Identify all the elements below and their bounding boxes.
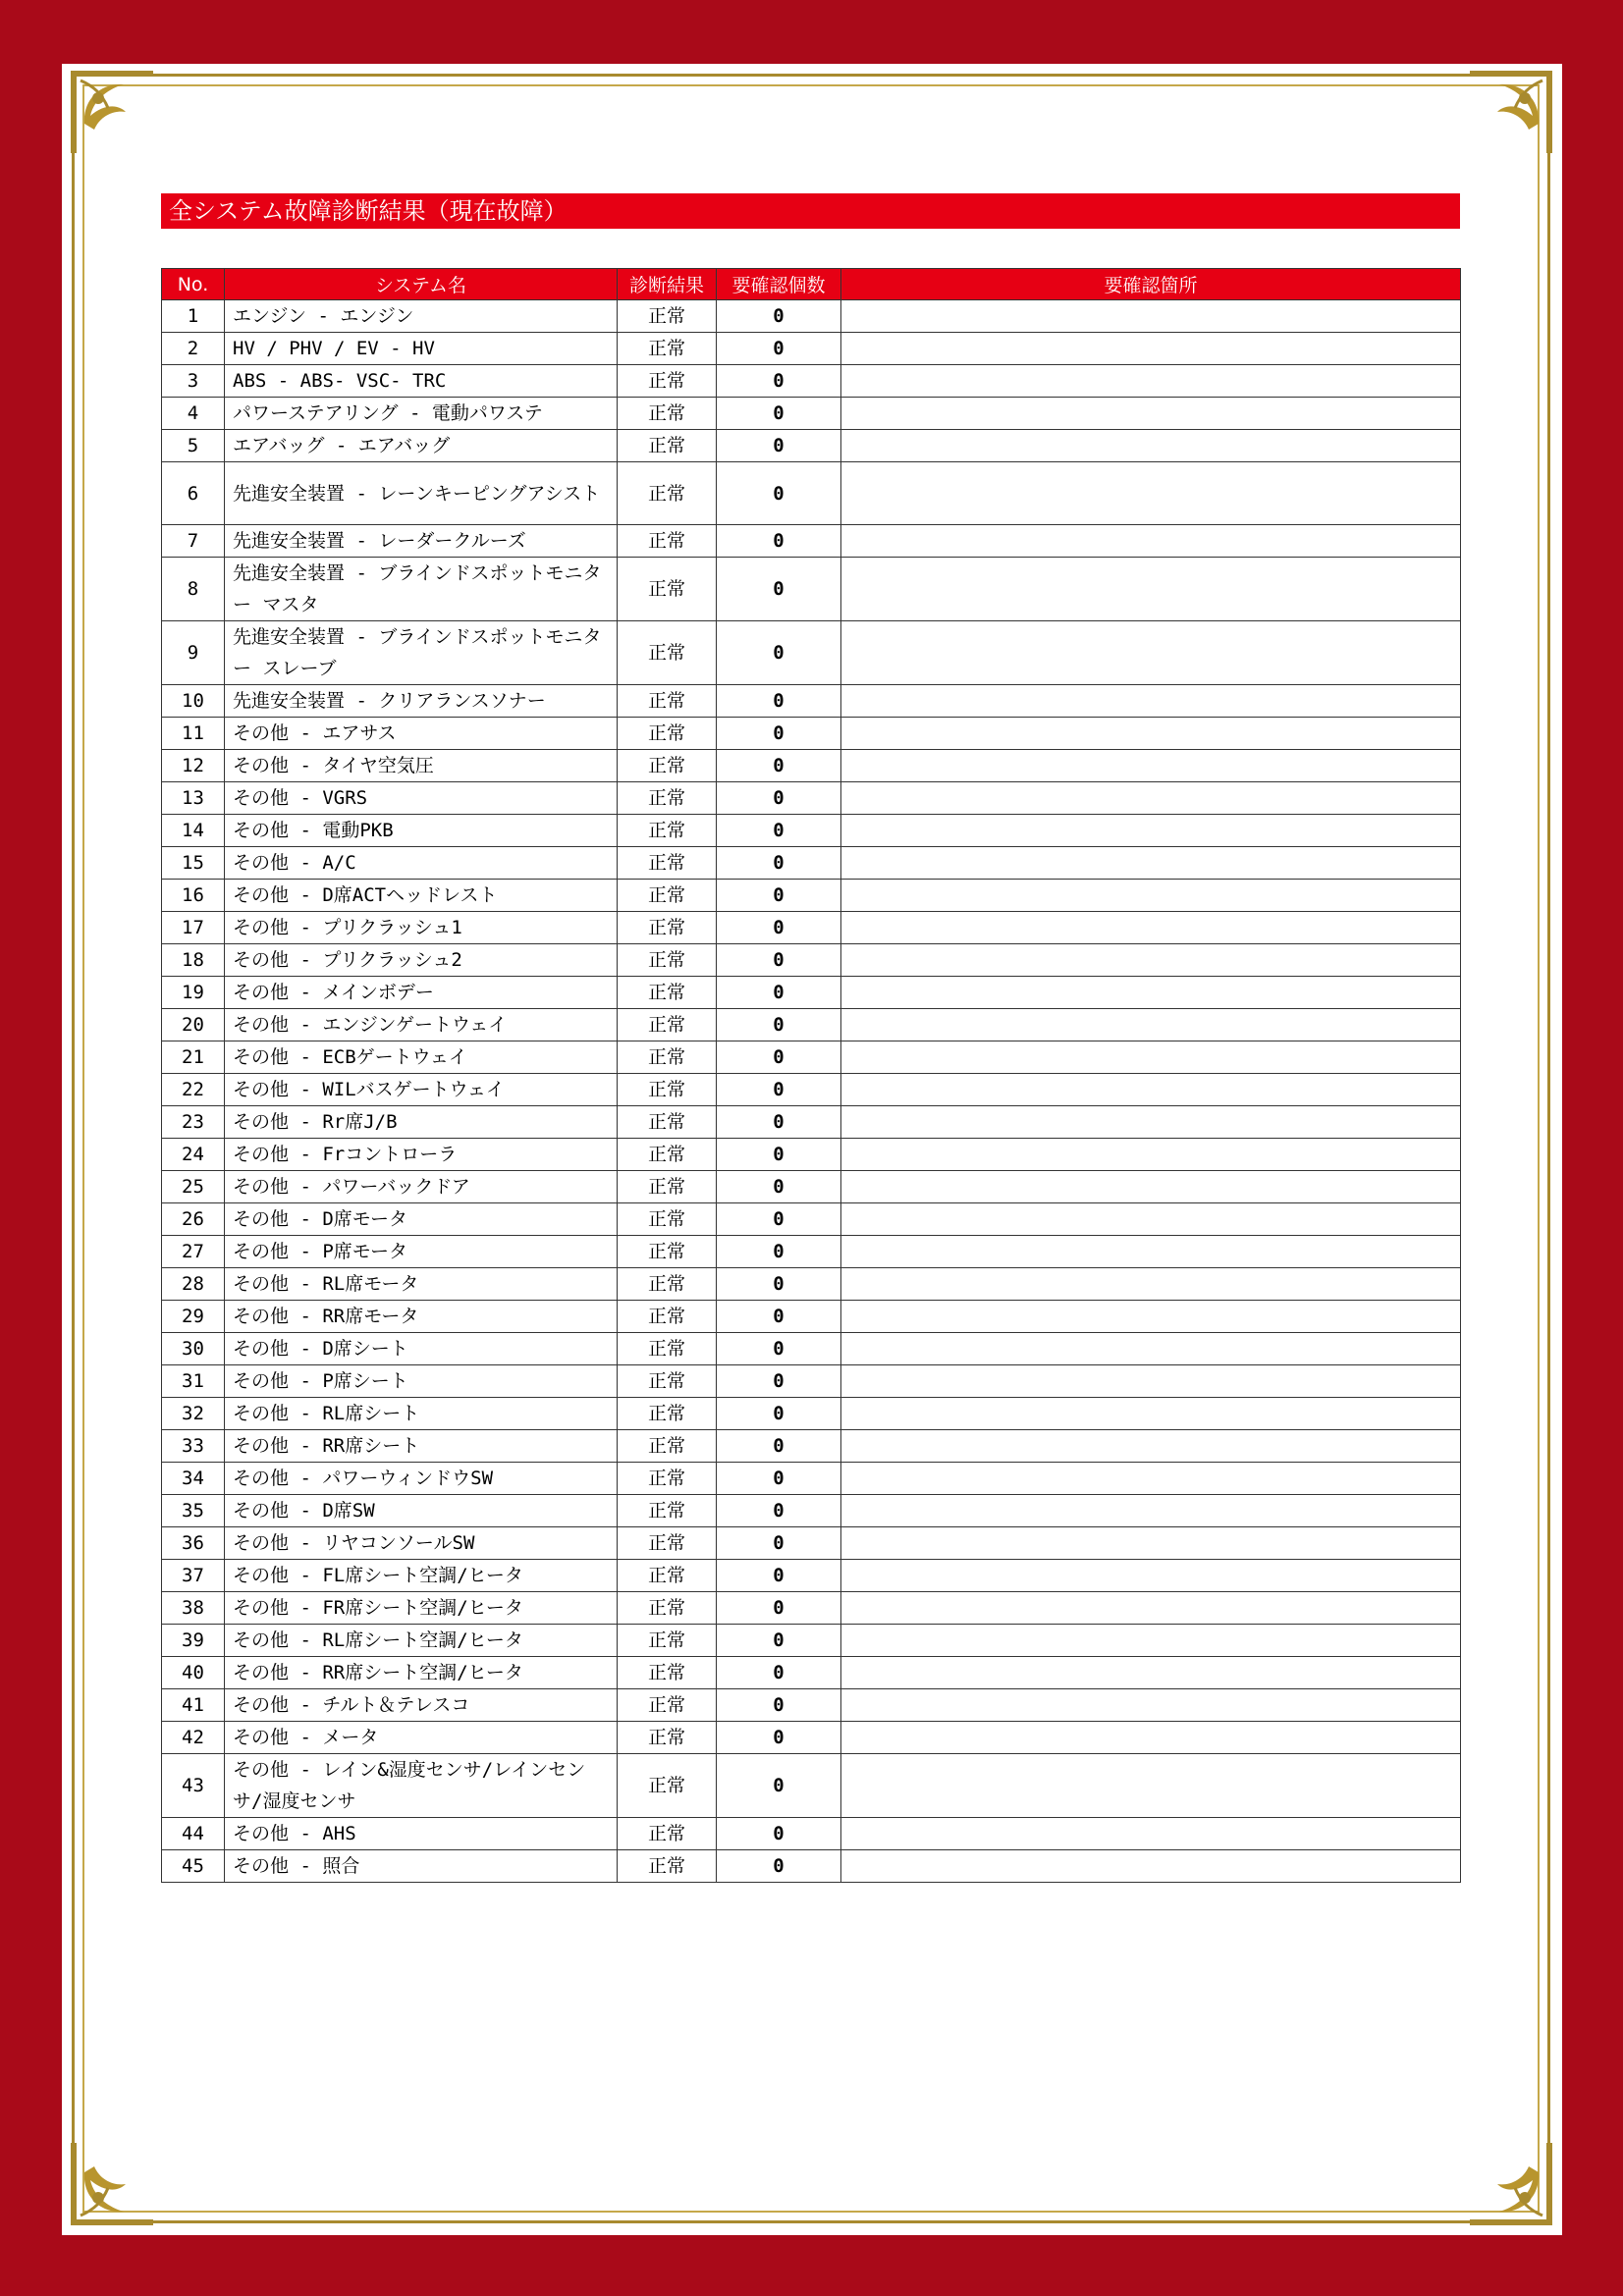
row-number: 33 (162, 1430, 225, 1463)
row-number: 5 (162, 430, 225, 462)
check-location-cell (841, 333, 1461, 365)
table-row (162, 1236, 1461, 1268)
check-count-cell: 0 (717, 944, 841, 977)
table-row (162, 1560, 1461, 1592)
row-number: 2 (162, 333, 225, 365)
table-row (162, 782, 1461, 815)
diagnosis-result-cell: 正常 (618, 1463, 717, 1495)
diagnosis-result-cell: 正常 (618, 1560, 717, 1592)
table-row (162, 621, 1461, 685)
check-count-cell: 0 (717, 1850, 841, 1883)
diagnosis-result-cell: 正常 (618, 1074, 717, 1106)
row-number: 30 (162, 1333, 225, 1365)
header-system-name: システム名 (225, 269, 618, 300)
check-count-cell: 0 (717, 1074, 841, 1106)
check-location-cell (841, 912, 1461, 944)
row-number: 45 (162, 1850, 225, 1883)
table-row (162, 1722, 1461, 1754)
row-number: 15 (162, 847, 225, 880)
row-number: 4 (162, 398, 225, 430)
corner-ornament-icon (1464, 65, 1558, 159)
check-count-cell: 0 (717, 1398, 841, 1430)
row-number: 21 (162, 1041, 225, 1074)
diagnosis-result-cell: 正常 (618, 912, 717, 944)
check-count-cell: 0 (717, 1139, 841, 1171)
system-name-cell: その他 - D席モータ (225, 1203, 618, 1236)
diagnosis-result-cell: 正常 (618, 718, 717, 750)
diagnosis-result-cell: 正常 (618, 1527, 717, 1560)
section-title: 全システム故障診断結果（現在故障） (161, 193, 1460, 229)
check-location-cell (841, 1592, 1461, 1625)
system-name-cell: その他 - Rr席J/B (225, 1106, 618, 1139)
check-count-cell: 0 (717, 1301, 841, 1333)
check-location-cell (841, 1495, 1461, 1527)
row-number: 42 (162, 1722, 225, 1754)
check-count-cell: 0 (717, 1527, 841, 1560)
check-location-cell (841, 815, 1461, 847)
table-row (162, 1592, 1461, 1625)
check-count-cell: 0 (717, 685, 841, 718)
row-number: 44 (162, 1818, 225, 1850)
diagnosis-result-cell: 正常 (618, 1592, 717, 1625)
check-count-cell: 0 (717, 300, 841, 333)
system-name-cell: その他 - 電動PKB (225, 815, 618, 847)
row-number: 39 (162, 1625, 225, 1657)
check-count-cell: 0 (717, 365, 841, 398)
check-count-cell: 0 (717, 1268, 841, 1301)
check-location-cell (841, 365, 1461, 398)
system-name-cell: その他 - プリクラッシュ2 (225, 944, 618, 977)
diagnosis-result-cell: 正常 (618, 333, 717, 365)
diagnosis-result-cell: 正常 (618, 1106, 717, 1139)
row-number: 40 (162, 1657, 225, 1689)
table-row (162, 1041, 1461, 1074)
check-count-cell: 0 (717, 1722, 841, 1754)
check-count-cell: 0 (717, 525, 841, 558)
system-name-cell: ABS - ABS- VSC- TRC (225, 365, 618, 398)
table-row (162, 977, 1461, 1009)
table-row (162, 365, 1461, 398)
system-name-cell: 先進安全装置 - ブラインドスポットモニター スレーブ (225, 621, 618, 685)
check-location-cell (841, 1625, 1461, 1657)
table-row (162, 1398, 1461, 1430)
row-number: 18 (162, 944, 225, 977)
check-location-cell (841, 1009, 1461, 1041)
row-number: 20 (162, 1009, 225, 1041)
table-row (162, 718, 1461, 750)
table-row (162, 1754, 1461, 1818)
row-number: 6 (162, 462, 225, 525)
corner-ornament-icon (65, 2137, 159, 2231)
system-name-cell: その他 - チルト＆テレスコ (225, 1689, 618, 1722)
diagnosis-result-cell: 正常 (618, 1203, 717, 1236)
table-row (162, 333, 1461, 365)
check-count-cell: 0 (717, 1560, 841, 1592)
check-location-cell (841, 1365, 1461, 1398)
diagnosis-result-cell: 正常 (618, 1850, 717, 1883)
table-row (162, 1074, 1461, 1106)
diagnosis-result-cell: 正常 (618, 1398, 717, 1430)
header-no: No. (162, 269, 225, 300)
table-row (162, 462, 1461, 525)
row-number: 11 (162, 718, 225, 750)
diagnosis-result-cell: 正常 (618, 1818, 717, 1850)
row-number: 3 (162, 365, 225, 398)
system-name-cell: その他 - P席シート (225, 1365, 618, 1398)
row-number: 43 (162, 1754, 225, 1818)
system-name-cell: その他 - WILバスゲートウェイ (225, 1074, 618, 1106)
check-location-cell (841, 1527, 1461, 1560)
check-count-cell: 0 (717, 398, 841, 430)
check-count-cell: 0 (717, 558, 841, 621)
diagnosis-result-cell: 正常 (618, 847, 717, 880)
table-row (162, 1850, 1461, 1883)
check-count-cell: 0 (717, 1333, 841, 1365)
diagnosis-result-cell: 正常 (618, 525, 717, 558)
table-row (162, 1625, 1461, 1657)
diagnosis-result-cell: 正常 (618, 558, 717, 621)
check-location-cell (841, 1333, 1461, 1365)
check-location-cell (841, 685, 1461, 718)
diagnosis-result-cell: 正常 (618, 944, 717, 977)
check-location-cell (841, 1106, 1461, 1139)
table-row (162, 1365, 1461, 1398)
system-name-cell: エアバッグ - エアバッグ (225, 430, 618, 462)
table-row (162, 300, 1461, 333)
check-location-cell (841, 1074, 1461, 1106)
check-location-cell (841, 718, 1461, 750)
check-count-cell: 0 (717, 1754, 841, 1818)
table-row (162, 750, 1461, 782)
system-name-cell: エンジン - エンジン (225, 300, 618, 333)
table-row (162, 1171, 1461, 1203)
system-name-cell: その他 - D席ACTヘッドレスト (225, 880, 618, 912)
table-row (162, 847, 1461, 880)
row-number: 27 (162, 1236, 225, 1268)
diagnosis-result-cell: 正常 (618, 1333, 717, 1365)
check-location-cell (841, 1463, 1461, 1495)
system-name-cell: 先進安全装置 - ブラインドスポットモニター マスタ (225, 558, 618, 621)
check-location-cell (841, 1560, 1461, 1592)
row-number: 36 (162, 1527, 225, 1560)
row-number: 37 (162, 1560, 225, 1592)
diagnosis-result-cell: 正常 (618, 430, 717, 462)
diagnosis-result-cell: 正常 (618, 1236, 717, 1268)
diagnosis-result-cell: 正常 (618, 782, 717, 815)
check-location-cell (841, 558, 1461, 621)
check-location-cell (841, 750, 1461, 782)
diagnosis-result-cell: 正常 (618, 300, 717, 333)
check-count-cell: 0 (717, 1689, 841, 1722)
diagnosis-result-cell: 正常 (618, 1430, 717, 1463)
table-row (162, 1301, 1461, 1333)
check-location-cell (841, 782, 1461, 815)
row-number: 7 (162, 525, 225, 558)
row-number: 26 (162, 1203, 225, 1236)
table-row (162, 1203, 1461, 1236)
row-number: 25 (162, 1171, 225, 1203)
check-location-cell (841, 1850, 1461, 1883)
system-name-cell: その他 - パワーウィンドウSW (225, 1463, 618, 1495)
table-row (162, 1139, 1461, 1171)
table-row (162, 430, 1461, 462)
check-location-cell (841, 525, 1461, 558)
system-name-cell: その他 - RR席モータ (225, 1301, 618, 1333)
system-name-cell: その他 - RL席モータ (225, 1268, 618, 1301)
diagnosis-result-cell: 正常 (618, 1365, 717, 1398)
diagnosis-result-cell: 正常 (618, 1625, 717, 1657)
check-count-cell: 0 (717, 462, 841, 525)
system-name-cell: その他 - FL席シート空調/ヒータ (225, 1560, 618, 1592)
check-count-cell: 0 (717, 1041, 841, 1074)
row-number: 17 (162, 912, 225, 944)
row-number: 38 (162, 1592, 225, 1625)
check-location-cell (841, 1722, 1461, 1754)
table-header-row (162, 269, 1461, 300)
system-name-cell: その他 - A/C (225, 847, 618, 880)
check-count-cell: 0 (717, 750, 841, 782)
check-count-cell: 0 (717, 1592, 841, 1625)
table-row (162, 525, 1461, 558)
header-check-count: 要確認個数 (717, 269, 841, 300)
table-row (162, 880, 1461, 912)
system-name-cell: その他 - レイン&湿度センサ/レインセンサ/湿度センサ (225, 1754, 618, 1818)
row-number: 28 (162, 1268, 225, 1301)
header-diagnosis-result: 診断結果 (618, 269, 717, 300)
check-count-cell: 0 (717, 430, 841, 462)
system-name-cell: その他 - メインボデー (225, 977, 618, 1009)
system-name-cell: その他 - P席モータ (225, 1236, 618, 1268)
check-count-cell: 0 (717, 1495, 841, 1527)
table-row (162, 944, 1461, 977)
table-row (162, 558, 1461, 621)
check-count-cell: 0 (717, 1171, 841, 1203)
corner-ornament-icon (1464, 2137, 1558, 2231)
check-count-cell: 0 (717, 1818, 841, 1850)
corner-ornament-icon (65, 65, 159, 159)
row-number: 32 (162, 1398, 225, 1430)
table-row (162, 1657, 1461, 1689)
check-count-cell: 0 (717, 880, 841, 912)
system-name-cell: 先進安全装置 - クリアランスソナー (225, 685, 618, 718)
check-count-cell: 0 (717, 847, 841, 880)
check-location-cell (841, 1171, 1461, 1203)
system-name-cell: その他 - プリクラッシュ1 (225, 912, 618, 944)
system-name-cell: その他 - RL席シート (225, 1398, 618, 1430)
row-number: 10 (162, 685, 225, 718)
diagnosis-result-cell: 正常 (618, 621, 717, 685)
row-number: 35 (162, 1495, 225, 1527)
check-count-cell: 0 (717, 977, 841, 1009)
diagnosis-result-cell: 正常 (618, 1268, 717, 1301)
row-number: 22 (162, 1074, 225, 1106)
table-row (162, 1333, 1461, 1365)
table-row (162, 1689, 1461, 1722)
diagnosis-result-cell: 正常 (618, 1009, 717, 1041)
system-name-cell: その他 - メータ (225, 1722, 618, 1754)
row-number: 12 (162, 750, 225, 782)
row-number: 23 (162, 1106, 225, 1139)
system-name-cell: その他 - RL席シート空調/ヒータ (225, 1625, 618, 1657)
row-number: 29 (162, 1301, 225, 1333)
diagnosis-table (161, 268, 1461, 1883)
check-location-cell (841, 1430, 1461, 1463)
check-count-cell: 0 (717, 1203, 841, 1236)
diagnosis-result-cell: 正常 (618, 1301, 717, 1333)
system-name-cell: その他 - VGRS (225, 782, 618, 815)
row-number: 34 (162, 1463, 225, 1495)
system-name-cell: その他 - 照合 (225, 1850, 618, 1883)
row-number: 1 (162, 300, 225, 333)
table-row (162, 1463, 1461, 1495)
table-row (162, 1527, 1461, 1560)
table-row (162, 685, 1461, 718)
system-name-cell: HV / PHV / EV - HV (225, 333, 618, 365)
check-location-cell (841, 1398, 1461, 1430)
check-count-cell: 0 (717, 912, 841, 944)
check-count-cell: 0 (717, 1463, 841, 1495)
check-count-cell: 0 (717, 1430, 841, 1463)
row-number: 24 (162, 1139, 225, 1171)
check-count-cell: 0 (717, 333, 841, 365)
check-location-cell (841, 398, 1461, 430)
table-row (162, 1268, 1461, 1301)
check-count-cell: 0 (717, 621, 841, 685)
check-count-cell: 0 (717, 718, 841, 750)
diagnosis-result-cell: 正常 (618, 685, 717, 718)
diagnosis-result-cell: 正常 (618, 398, 717, 430)
row-number: 31 (162, 1365, 225, 1398)
check-count-cell: 0 (717, 815, 841, 847)
row-number: 13 (162, 782, 225, 815)
table-row (162, 398, 1461, 430)
system-name-cell: その他 - FR席シート空調/ヒータ (225, 1592, 618, 1625)
check-location-cell (841, 1203, 1461, 1236)
table-row (162, 1495, 1461, 1527)
diagnosis-result-cell: 正常 (618, 1689, 717, 1722)
check-location-cell (841, 462, 1461, 525)
check-location-cell (841, 880, 1461, 912)
row-number: 41 (162, 1689, 225, 1722)
system-name-cell: その他 - リヤコンソールSW (225, 1527, 618, 1560)
system-name-cell: その他 - エアサス (225, 718, 618, 750)
check-location-cell (841, 1301, 1461, 1333)
diagnosis-result-cell: 正常 (618, 1139, 717, 1171)
check-count-cell: 0 (717, 1365, 841, 1398)
check-count-cell: 0 (717, 1657, 841, 1689)
check-location-cell (841, 1754, 1461, 1818)
check-location-cell (841, 1236, 1461, 1268)
system-name-cell: その他 - ECBゲートウェイ (225, 1041, 618, 1074)
check-count-cell: 0 (717, 1236, 841, 1268)
system-name-cell: パワーステアリング - 電動パワステ (225, 398, 618, 430)
diagnosis-result-cell: 正常 (618, 1495, 717, 1527)
check-location-cell (841, 621, 1461, 685)
check-location-cell (841, 1041, 1461, 1074)
diagnosis-result-cell: 正常 (618, 750, 717, 782)
diagnosis-result-cell: 正常 (618, 1754, 717, 1818)
row-number: 16 (162, 880, 225, 912)
check-count-cell: 0 (717, 782, 841, 815)
check-location-cell (841, 847, 1461, 880)
table-row (162, 1818, 1461, 1850)
check-count-cell: 0 (717, 1009, 841, 1041)
system-name-cell: その他 - RR席シート空調/ヒータ (225, 1657, 618, 1689)
system-name-cell: その他 - D席SW (225, 1495, 618, 1527)
row-number: 14 (162, 815, 225, 847)
check-location-cell (841, 977, 1461, 1009)
row-number: 9 (162, 621, 225, 685)
table-row (162, 1009, 1461, 1041)
table-row (162, 1106, 1461, 1139)
diagnosis-result-cell: 正常 (618, 815, 717, 847)
table-row (162, 1430, 1461, 1463)
check-location-cell (841, 300, 1461, 333)
table-row (162, 912, 1461, 944)
diagnosis-result-cell: 正常 (618, 977, 717, 1009)
diagnosis-result-cell: 正常 (618, 365, 717, 398)
diagnosis-result-cell: 正常 (618, 1722, 717, 1754)
check-location-cell (841, 944, 1461, 977)
check-location-cell (841, 1818, 1461, 1850)
check-location-cell (841, 1657, 1461, 1689)
check-location-cell (841, 1268, 1461, 1301)
system-name-cell: 先進安全装置 - レーダークルーズ (225, 525, 618, 558)
system-name-cell: 先進安全装置 - レーンキーピングアシスト (225, 462, 618, 525)
system-name-cell: その他 - エンジンゲートウェイ (225, 1009, 618, 1041)
diagnosis-result-cell: 正常 (618, 880, 717, 912)
table-row (162, 815, 1461, 847)
system-name-cell: その他 - RR席シート (225, 1430, 618, 1463)
diagnosis-result-cell: 正常 (618, 1041, 717, 1074)
row-number: 8 (162, 558, 225, 621)
header-check-location: 要確認箇所 (841, 269, 1461, 300)
system-name-cell: その他 - Frコントローラ (225, 1139, 618, 1171)
diagnosis-result-cell: 正常 (618, 462, 717, 525)
check-count-cell: 0 (717, 1625, 841, 1657)
diagnosis-result-cell: 正常 (618, 1657, 717, 1689)
system-name-cell: その他 - D席シート (225, 1333, 618, 1365)
check-location-cell (841, 1689, 1461, 1722)
diagnosis-result-cell: 正常 (618, 1171, 717, 1203)
check-count-cell: 0 (717, 1106, 841, 1139)
check-location-cell (841, 430, 1461, 462)
row-number: 19 (162, 977, 225, 1009)
system-name-cell: その他 - パワーバックドア (225, 1171, 618, 1203)
system-name-cell: その他 - タイヤ空気圧 (225, 750, 618, 782)
check-location-cell (841, 1139, 1461, 1171)
system-name-cell: その他 - AHS (225, 1818, 618, 1850)
